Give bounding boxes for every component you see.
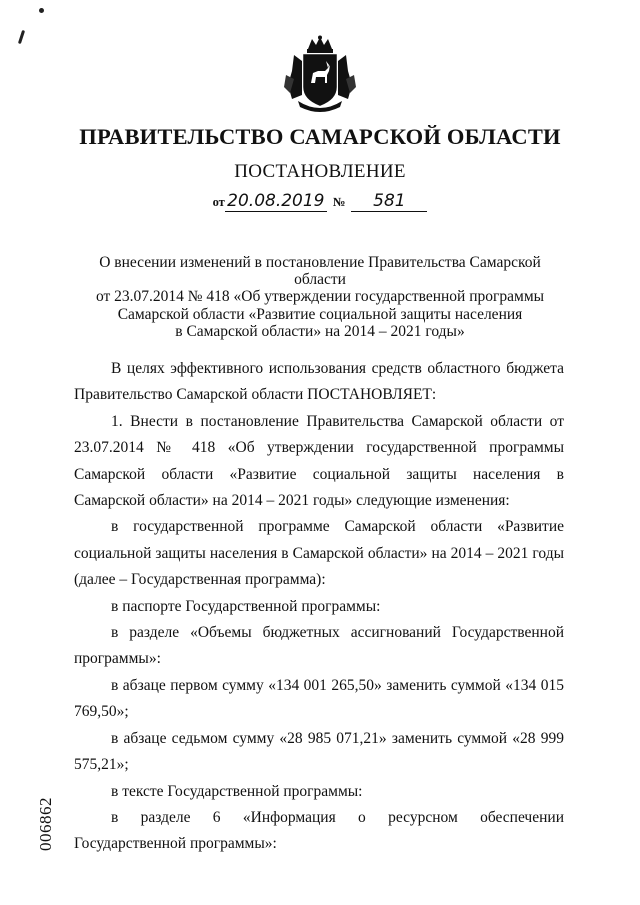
body-paragraph: 1. Внести в постановление Правительства Самарской области от 23.07.2014 № 418 «Об утверждении государственной программы Самарской области «Развитие социальной защиты населения в Самарской области» на 2014 – 2021 годы» следующие изменения: (74, 412, 564, 510)
body-paragraph: в государственной программе Самарской области «Развитие социальной защиты населения в Самарской области» на 2014 – 2021 годы (далее – Государственная программа): (74, 518, 564, 589)
body-paragraph: в разделе 6 «Информация о ресурсном обеспечении Государственной программы»: (74, 808, 564, 853)
body-paragraph: в абзаце первом сумму «134 001 265,50» заменить суммой «134 015 769,50»; (74, 676, 564, 721)
margin-registration-number (26, 797, 66, 851)
samara-coat-of-arms-icon (282, 35, 358, 113)
number-prefix: № (332, 195, 346, 209)
government-title: ПРАВИТЕЛЬСТВО САМАРСКОЙ ОБЛАСТИ (79, 124, 561, 149)
subject-line: Самарской области «Развитие социальной защиты населения (117, 305, 523, 323)
body-paragraph: в абзаце седьмом сумму «28 985 071,21» заменить суммой «28 999 575,21»; (74, 729, 564, 774)
date-number-line (0, 191, 640, 212)
subject-line: в Самарской области» на 2014 – 2021 годы» (175, 322, 465, 340)
document-body (74, 356, 564, 858)
document-subject (72, 254, 568, 340)
handwritten-number: 581 (351, 191, 427, 212)
body-paragraph: в паспорте Государственной программы: (111, 597, 381, 615)
scan-mark-dot (39, 8, 44, 13)
body-paragraph: в разделе «Объемы бюджетных ассигнований Государственной программы»: (74, 624, 564, 668)
document-type: ПОСТАНОВЛЕНИЕ (234, 161, 406, 182)
subject-line: О внесении изменений в постановление Правительства Самарской области (99, 254, 541, 289)
body-paragraph: в тексте Государственной программы: (111, 782, 363, 800)
scan-mark-tick (18, 30, 25, 44)
margin-number-text: 006862 (36, 797, 55, 851)
handwritten-date: 20.08.2019 (225, 191, 327, 212)
body-paragraph: В целях эффективного использования средств областного бюджета Правительство Самарской области ПОСТАНОВЛЯЕТ: (74, 360, 564, 404)
date-prefix: от (212, 195, 225, 209)
subject-line: от 23.07.2014 № 418 «Об утверждении государственной программы (95, 288, 545, 306)
